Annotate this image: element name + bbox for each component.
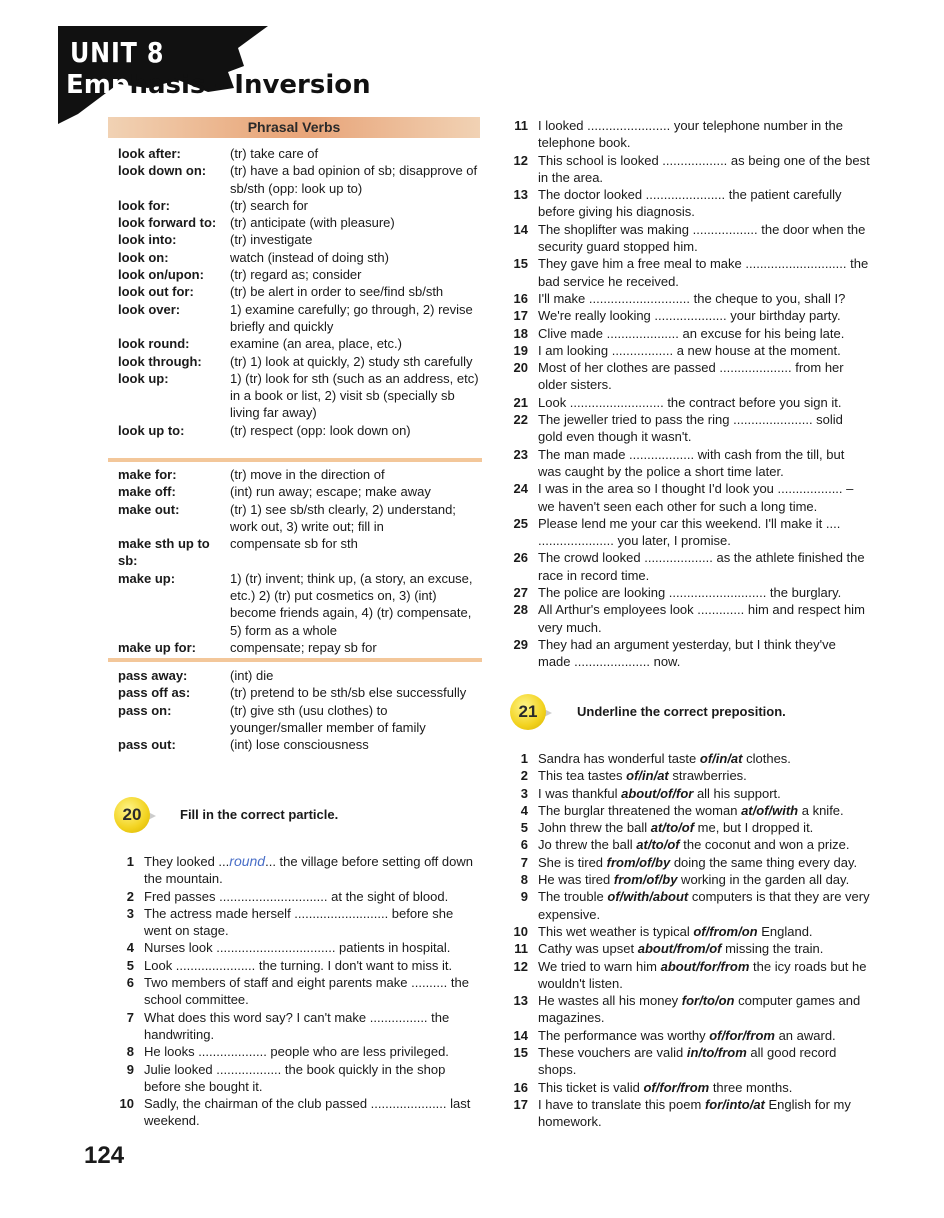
exercise-item [114,957,484,974]
item-number: 6 [126,975,134,991]
item-number: 2 [126,888,134,904]
preposition-options: about/for/from [660,958,750,974]
item-text [538,923,878,940]
preposition-options: for/to/on [681,993,735,1009]
item-number: 9 [520,889,528,905]
item-text [538,802,878,819]
item-text-after: working in the garden all day. [677,872,850,888]
exercise-item [114,1061,484,1096]
phrasal-verb-row [118,535,480,570]
phrasal-verb-definition: (tr) give sth (usu clothes) to younger/smaller member of family [230,702,426,735]
item-text [538,871,878,888]
exercise-item [506,854,878,871]
phrasal-verbs-look [118,145,480,439]
item-text-after: all good record shops. [538,1045,837,1078]
item-text-after: the icy roads but he wouldn't listen. [538,958,867,991]
item-text-before: Jo threw the ball [538,837,637,853]
item-text-before: The burglar threatened the woman [538,802,742,818]
item-text: They had an argument yesterday, but I think they've made ..................... now. [538,636,836,670]
item-text: Look ...................... the turning. I don't want to miss it. [144,957,453,973]
item-number: 16 [513,1079,528,1095]
phrasal-verb-definition: 1) (tr) look for sth (such as an address, etc) in a book or list, 2) visit sb (specially sb living far away) [230,370,479,421]
item-text-before: They looked ... [144,854,230,869]
item-text: I was in the area so I thought I'd look you .................. – we haven't seen each other for such a long time. [538,481,854,514]
item-text: What does this word say? I can't make ................ the handwriting. [144,1009,450,1042]
item-text [144,853,484,888]
preposition-options: at/to/of [636,837,680,853]
exercise-item [506,802,878,819]
item-number: 10 [119,1096,134,1112]
unit-label: UNIT 8 [70,36,165,69]
phrasal-verb-row [118,370,480,422]
item-text [538,750,878,767]
item-text: The crowd looked ................... as the athlete finished the race in record time. [538,550,865,583]
phrasal-verb-term: look on/upon: [118,267,204,283]
exercise-item [114,1043,484,1060]
phrasal-verb-definition: (tr) respect (opp: look down on) [230,422,411,438]
preposition-options: about/from/of [637,941,722,957]
item-text-before: The trouble [538,889,608,905]
item-number: 16 [513,290,528,306]
phrasal-verb-row [118,231,480,248]
phrasal-verb-definition: (tr) 1) see sb/sth clearly, 2) understand; work out, 3) write out; fill in [230,501,456,534]
item-number: 2 [520,768,528,784]
exercise-20-instruction: Fill in the correct particle. [180,807,339,822]
item-text-after: doing the same thing every day. [670,854,858,870]
phrasal-verb-term: pass off as: [118,685,191,701]
item-text-after: three months. [709,1079,793,1095]
phrasal-verb-row [118,684,480,701]
exercise-item [506,785,878,802]
exercise-item [506,342,870,359]
item-number: 10 [513,923,528,939]
exercise-item [506,1027,878,1044]
phrasal-verb-row [118,736,480,753]
exercise-21-instruction: Underline the correct preposition. [577,704,786,719]
item-number: 1 [126,854,134,869]
item-number: 22 [513,412,528,428]
item-number: 11 [514,118,528,133]
item-number: 23 [513,446,528,462]
exercise-item [506,871,878,888]
phrasal-verb-definition: (tr) regard as; consider [230,267,362,283]
phrasal-verb-term: look out for: [118,284,194,300]
preposition-options: of/in/at [699,751,743,766]
exercise-item [506,411,870,446]
item-text-before: We tried to warn him [538,958,661,974]
exercise-item [506,923,878,940]
phrasal-verbs-heading [108,117,480,138]
item-text [538,819,878,836]
phrasal-verb-term: pass away: [118,668,188,683]
phrasal-verb-row [118,667,480,684]
exercise-21-list [506,750,878,1131]
phrasal-verb-term: make off: [118,484,176,500]
item-number: 8 [520,872,528,888]
item-text-after: English for my homework. [538,1096,851,1130]
phrasal-verb-row [118,501,480,536]
item-text-after: missing the train. [721,941,824,957]
exercise-20-continued-list [506,117,870,671]
item-text: Look .......................... the contract before you sign it. [538,394,842,410]
item-text [538,958,878,993]
item-text: All Arthur's employees look ............. him and respect him very much. [538,602,865,635]
phrasal-verb-definition: watch (instead of doing sth) [230,249,389,265]
item-text-before: Sandra has wonderful taste [538,751,700,766]
item-text-before: This wet weather is typical [538,923,694,939]
phrasal-verb-definition: (int) run away; escape; make away [230,484,431,500]
phrasal-verb-definition: examine (an area, place, etc.) [230,336,402,352]
item-text-after: an award. [774,1027,836,1043]
exercise-item [506,1044,878,1079]
phrasal-verb-term: make up for: [118,639,197,655]
phrasal-verb-term: look after: [118,146,181,161]
phrasal-verbs-pass [118,667,480,753]
exercise-item [506,940,878,957]
item-text: The actress made herself .......................... before she went on stage. [144,905,454,939]
item-number: 15 [513,1045,528,1061]
phrasal-verb-row [118,249,480,266]
preposition-options: of/with/about [607,889,689,905]
item-text [538,1096,878,1131]
phrasal-verb-row [118,145,480,162]
exercise-item [506,888,878,923]
item-text: This school is looked .................. as being one of the best in the area. [538,152,870,185]
exercise-item [506,117,870,152]
item-number: 9 [126,1061,134,1077]
phrasal-verb-term: pass on: [118,702,172,718]
exercise-21-number: 21 [518,702,538,721]
phrasal-verb-definition: (int) die [230,668,274,683]
phrasal-verb-definition: (tr) search for [230,197,309,213]
phrasal-verb-definition: (int) lose consciousness [230,737,369,753]
item-text-after: me, but I dropped it. [694,820,814,836]
exercise-item [506,1096,878,1131]
phrasal-verb-definition: (tr) 1) look at quickly, 2) study sth carefully [230,353,473,369]
page-title [66,70,371,100]
phrasal-verb-row [118,483,480,500]
exercise-item [506,636,870,671]
item-number: 17 [513,1096,528,1112]
item-number: 12 [513,958,528,974]
exercise-21-badge [510,694,550,734]
example-answer: round [229,853,266,869]
phrasal-verb-term: look for: [118,197,170,213]
preposition-options: at/to/of [650,820,695,836]
phrasal-verb-term: look over: [118,301,181,317]
item-text-before: John threw the ball [538,820,651,836]
phrasal-verb-term: look round: [118,336,190,352]
item-text: Julie looked .................. the book quickly in the shop before she bought it. [144,1061,446,1094]
phrasal-verb-term: look down on: [118,163,207,179]
phrasal-verb-definition: (tr) pretend to be sth/sb else successfully [230,685,467,701]
item-text: The man made .................. with cash from the till, but was caught by the police a short time later. [538,446,845,479]
phrasal-verb-row [118,702,480,737]
item-number: 17 [513,308,528,324]
item-text-after: strawberries. [668,768,747,784]
exercise-item [506,515,870,550]
phrasal-verb-definition: (tr) anticipate (with pleasure) [230,215,395,231]
item-number: 18 [513,325,528,341]
preposition-options: from/of/by [613,872,678,888]
item-number: 4 [520,802,528,818]
exercise-item [506,992,878,1027]
exercise-item [506,958,878,993]
item-number: 3 [126,905,134,921]
item-number: 24 [513,481,528,497]
exercise-item [506,221,870,256]
item-text-after: England. [757,923,813,939]
phrasal-verb-definition: (tr) investigate [230,232,313,248]
item-text: The police are looking ........................... the burglary. [538,585,842,601]
phrasal-verb-term: look up: [118,370,169,386]
item-text [538,940,878,957]
item-text: Two members of staff and eight parents make .......... the school committee. [144,975,469,1008]
exercise-item [114,974,484,1009]
item-number: 27 [513,585,528,601]
item-number: 8 [126,1044,134,1060]
exercise-20-badge [114,797,154,837]
exercise-item [506,836,878,853]
item-text [538,836,878,853]
item-number: 12 [513,152,528,168]
phrasal-verb-definition: compensate sb for sth [230,536,358,552]
exercise-item [506,152,870,187]
item-text-after: all his support. [693,785,781,801]
item-text [538,888,878,923]
exercise-item [506,750,878,767]
item-text-before: She is tired [538,854,607,870]
phrasal-verb-definition: 1) examine carefully; go through, 2) revise briefly and quickly [230,301,473,334]
item-text: The doctor looked ...................... the patient carefully before giving his diagnosis. [538,187,842,220]
exercise-item [506,767,878,784]
exercise-item [506,584,870,601]
phrasal-verb-row [118,570,480,639]
item-text [538,992,878,1027]
phrasal-verb-definition: 1) (tr) invent; think up, (a story, an excuse, etc.) 2) (tr) put cosmetics on, 3) (int) become friends again, 4) (tr) compensate, 5) form as a whole [230,570,473,638]
exercise-item [114,853,484,888]
item-text-after: ... the village before setting off down the mountain. [144,854,473,887]
exercise-item [506,290,870,307]
phrasal-verb-definition: (tr) take care of [230,146,319,161]
preposition-options: about/of/for [621,785,694,801]
phrasal-verb-term: look on: [118,249,169,265]
item-text-before: This tea tastes [538,768,627,784]
exercise-item [506,549,870,584]
phrasal-verb-definition: (tr) be alert in order to see/find sb/sth [230,284,444,300]
item-text-before: These vouchers are valid [538,1045,687,1061]
title-part-white: Emp [66,70,130,100]
preposition-options: of/from/on [693,923,758,939]
exercise-item [506,255,870,290]
item-text-after: computer games and magazines. [538,993,861,1026]
exercise-item [506,359,870,394]
item-text: The jeweller tried to pass the ring ...................... solid gold even though it wasn't. [538,412,843,445]
preposition-options: from/of/by [606,854,671,870]
item-text [538,1044,878,1079]
item-text-before: This ticket is valid [538,1079,644,1095]
item-number: 5 [126,957,134,973]
exercise-item [506,819,878,836]
item-number: 1 [520,751,528,766]
exercise-item [114,905,484,940]
exercise-item [114,1009,484,1044]
phrasal-verb-row [118,353,480,370]
phrasal-verb-term: make for: [118,467,177,482]
phrasal-verb-row [118,335,480,352]
item-text: He looks ................... people who are less privileged. [144,1044,449,1060]
phrasal-verb-row [118,266,480,283]
item-text: Most of her clothes are passed .................... from her older sisters. [538,360,844,393]
phrasal-verbs-make [118,466,480,656]
item-text-after: computers is that they are very expensive. [538,889,870,922]
phrasal-verb-row [118,283,480,300]
item-number: 4 [126,940,134,956]
item-text-before: He was tired [538,872,614,888]
item-number: 21 [513,394,528,410]
item-text: Please lend me your car this weekend. I'll make it .... ..................... you later, I promise. [538,515,841,549]
exercise-item [506,394,870,411]
phrasal-verb-term: make out: [118,501,180,517]
item-number: 7 [126,1009,134,1025]
phrasal-verb-definition: (tr) have a bad opinion of sb; disapprove of sb/sth (opp: look up to) [230,163,478,196]
exercise-20-list [114,853,484,1130]
item-text-before: Cathy was upset [538,941,638,957]
phrasal-verb-term: make up: [118,570,176,586]
phrasal-verb-term: pass out: [118,737,176,753]
phrasal-verb-term: look up to: [118,422,185,438]
exercise-item [114,1095,484,1130]
item-text [538,1027,878,1044]
phrasal-verb-row [118,214,480,231]
exercise-item [114,888,484,905]
phrasal-verb-term: make sth up to sb: [118,536,210,569]
preposition-options: in/to/from [686,1045,747,1061]
item-number: 19 [513,342,528,358]
item-number: 11 [514,941,528,957]
item-text-after: clothes. [742,751,791,766]
item-number: 5 [520,820,528,836]
item-text: Nurses look ................................. patients in hospital. [144,940,451,956]
phrasal-verb-row [118,639,480,656]
phrasal-verb-term: look forward to: [118,215,217,231]
item-text-after: a knife. [798,802,844,818]
preposition-options: of/for/from [643,1079,710,1095]
preposition-options: of/in/at [626,768,669,784]
exercise-item [506,446,870,481]
item-number: 14 [513,221,528,237]
phrasal-verb-row [118,197,480,214]
divider [108,458,482,462]
phrasal-verb-row [118,466,480,483]
item-number: 3 [520,785,528,801]
item-text [538,1079,878,1096]
item-text: Sadly, the chairman of the club passed ..................... last weekend. [144,1096,471,1129]
item-number: 29 [513,636,528,652]
item-text [538,854,878,871]
page-number: 124 [84,1142,125,1169]
item-text: I looked ....................... your telephone number in the telephone book. [538,118,843,151]
divider [108,658,482,662]
phrasal-verb-row [118,301,480,336]
item-text: They gave him a free meal to make ............................ the bad service he received. [538,256,869,289]
phrasal-verbs-heading-text: Phrasal Verbs [247,119,341,135]
item-number: 14 [513,1027,528,1043]
item-text: The shoplifter was making .................. the door when the security guard stopped him. [538,221,866,255]
phrasal-verb-row [118,162,480,197]
item-text: We're really looking .................... your birthday party. [538,308,841,324]
phrasal-verb-term: look into: [118,232,177,248]
preposition-options: at/of/with [741,802,799,818]
exercise-item [506,186,870,221]
exercise-item [506,307,870,324]
phrasal-verb-row [118,422,480,439]
exercise-20-number: 20 [122,805,142,824]
exercise-item [114,939,484,956]
exercise-item [506,1079,878,1096]
item-number: 26 [513,550,528,566]
phrasal-verb-term: look through: [118,353,202,369]
preposition-options: for/into/at [704,1096,765,1112]
item-text-before: The performance was worthy [538,1027,710,1043]
exercise-item [506,601,870,636]
title-part-dark: hasis - Inversion [129,70,371,100]
item-text-before: I have to translate this poem [538,1096,705,1112]
item-number: 25 [513,515,528,531]
item-number: 13 [513,187,528,203]
item-text-after: the coconut and won a prize. [679,837,850,853]
item-text: I am looking ................. a new house at the moment. [538,342,841,358]
item-number: 6 [520,837,528,853]
item-number: 15 [513,256,528,272]
phrasal-verb-definition: compensate; repay sb for [230,639,377,655]
item-number: 20 [513,360,528,376]
exercise-item [506,480,870,515]
preposition-options: of/for/from [709,1027,775,1043]
item-text [538,767,878,784]
item-text: Clive made .................... an excuse for his being late. [538,325,845,341]
item-number: 7 [520,854,528,870]
phrasal-verb-definition: (tr) move in the direction of [230,467,385,482]
item-number: 13 [513,993,528,1009]
item-text: I'll make ............................ the cheque to you, shall I? [538,290,846,306]
exercise-item [506,325,870,342]
item-text [538,785,878,802]
item-text-before: I was thankful [538,785,622,801]
item-text-before: He wastes all his money [538,993,682,1009]
item-text: Fred passes .............................. at the sight of blood. [144,888,449,904]
item-number: 28 [513,602,528,618]
